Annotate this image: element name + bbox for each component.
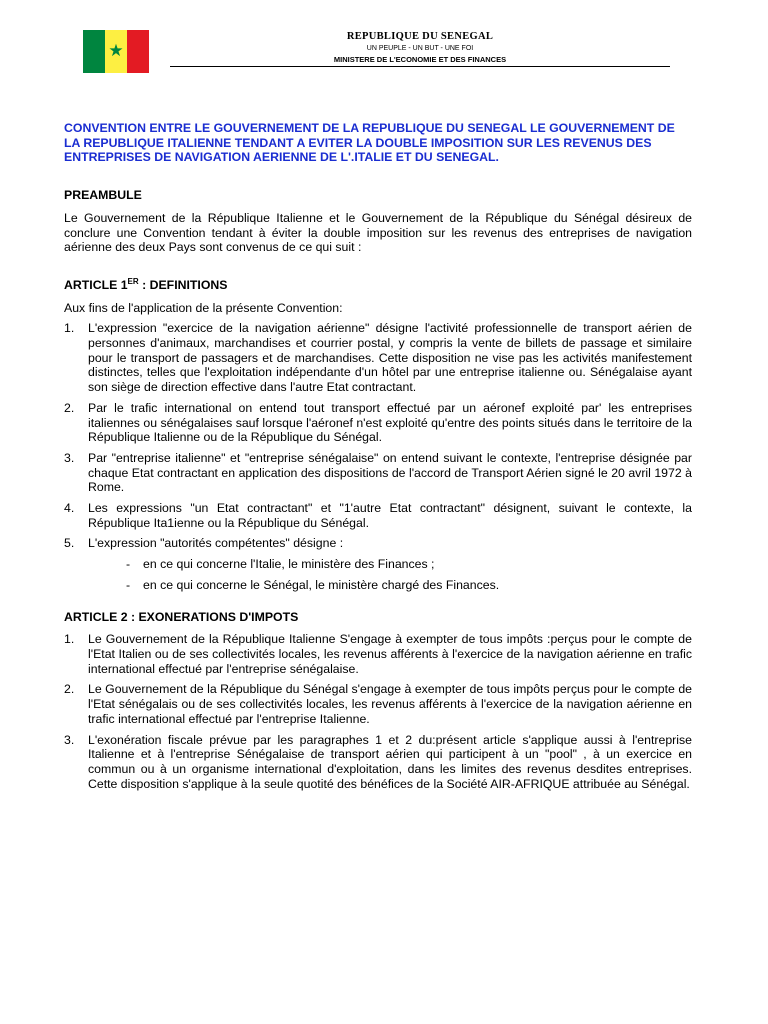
sublist-dash: - [126,557,131,572]
sublist-dash: - [126,577,131,592]
preamble-heading: PREAMBULE [64,188,142,203]
sublist-item [126,557,692,572]
list-item-text: Le Gouvernement de la République du Sénégal s'engage à exempter de tous impôts perçus pour le compte de l'Etat sénégalais ou de ses collectivités locales, les revenus afférents à l'exercice de la navigation aérienne en trafic international effectué par l'entreprise Italienne. [88,682,692,726]
sublist-item [126,578,692,593]
list-item-number: 5. [64,536,75,551]
header-rule [170,66,670,67]
article2-heading: ARTICLE 2 : EXONERATIONS D'IMPOTS [64,609,299,624]
spacer [64,593,692,610]
list-item-text: L'expression "exercice de la navigation aérienne" désigne l'activité professionnelle de transport aérien de personnes d'animaux, marchandises et courrier postal, y compris la vente de billets de passage et similaire pour le transport de passagers et de marchandises. Cette disposition ne vise pas les activités manifestement distinctes, telles que l'exploitation indépendante d'un hôtel par une entreprise italienne ou. Sénégalaise ayant son siège de direction effective dans l'autre Etat contractant. [88,321,692,395]
list-item-text: Par le trafic international on entend tout transport effectué par un aéronef exploité par' les entreprises italiennes ou sénégalaises sauf lorsque l'aéronef n'est exploité qu'entre des points situés dans le territoire de la République Italienne ou de la République du Sénégal. [88,400,692,445]
list-item [64,501,692,530]
list-item-text: L'exonération fiscale prévue par les paragraphes 1 et 2 du:présent article s'applique aussi à l'entreprise Italienne et à l'entreprise Sénégalaise de transport aérien qui participent à un "pool" , à un exercice en commun ou à un organisme international d'exploitation, dans les limites des revenus desdites entreprises. Cette disposition s'applique à la seule quotité des bénéfices de la Société AIR-AFRIQUE attribuée au Sénégal. [88,732,692,791]
article1-heading-sup: ER [127,276,139,286]
list-item-number: 3. [64,732,75,747]
article1-heading-suffix: : DEFINITIONS [138,277,228,292]
header-ministry: MINISTERE DE L'ECONOMIE ET DES FINANCES [333,55,507,64]
flag-band-yellow [105,30,127,73]
authorities-sublist [64,557,692,592]
article1-heading [64,278,692,293]
header-motto: UN PEUPLE - UN BUT - UNE FOI [366,45,474,52]
list-item [64,632,692,676]
sublist-text: en ce qui concerne l'Italie, le ministère des Finances ; [143,557,435,572]
list-item-text: Le Gouvernement de la République Italienne S'engage à exempter de tous impôts :perçus pour le compte de l'Etat Italien ou de ses collectivités locales, les revenus afférents à l'exercice de la navigation aérienne en trafic international effectué par l'entreprise sénégalaise. [88,632,692,676]
flag-band-red [127,30,149,73]
document-body [64,121,692,797]
flag-star-icon: ★ [108,41,124,61]
article1-intro: Aux fins de l'application de la présente Convention: [64,300,343,315]
preamble-text: Le Gouvernement de la République Italienne et le Gouvernement de la République du Sénégal désireux de conclure une Convention tendant à éviter la double imposition sur les revenus des entreprises de navigation aérienne des deux Pays sont convenus de ce qui suit : [64,210,692,255]
list-item [64,321,692,395]
list-item-number: 2. [64,400,75,415]
list-item-number: 3. [64,450,75,465]
list-item-text: L'expression "autorités compétentes" désigne : [88,536,344,551]
article1-heading-prefix: ARTICLE 1 [64,277,128,292]
list-item-text: Les expressions "un Etat contractant" et "1'autre Etat contractant" désignent, suivant le contexte, la République Ita1ienne ou la République du Sénégal. [88,501,692,530]
list-item-text: Par "entreprise italienne" et "entreprise sénégalaise" on entend suivant le contexte, l'entreprise désignée par chaque Etat contractant en application des dispositions de l'accord de Transport Aérien signé le 20 avril 1972 à Rome. [88,450,692,495]
list-item [64,401,692,445]
header-republic: REPUBLIQUE DU SENEGAL [346,31,494,42]
article1-list [64,321,692,592]
senegal-flag [83,30,149,73]
document-title: CONVENTION ENTRE LE GOUVERNEMENT DE LA REPUBLIQUE DU SENEGAL LE GOUVERNEMENT DE LA REPUBLIQUE ITALIENNE TENDANT A EVITER LA DOUBLE IMPOSITION SUR LES REVENUS DES ENTREPRISES DE NAVIGATION AERIENNE DE L'.ITALIE ET DU SENEGAL. [64,121,675,165]
list-item-number: 1. [64,321,75,336]
list-item-number: 4. [64,501,75,516]
list-item [64,536,692,551]
list-item [64,733,692,792]
flag-band-green [83,30,105,73]
article2-list [64,632,692,791]
list-item [64,682,692,726]
list-item [64,451,692,495]
sublist-text: en ce qui concerne le Sénégal, le ministère chargé des Finances. [143,577,500,592]
list-item-number: 1. [64,632,75,647]
list-item-number: 2. [64,682,75,697]
